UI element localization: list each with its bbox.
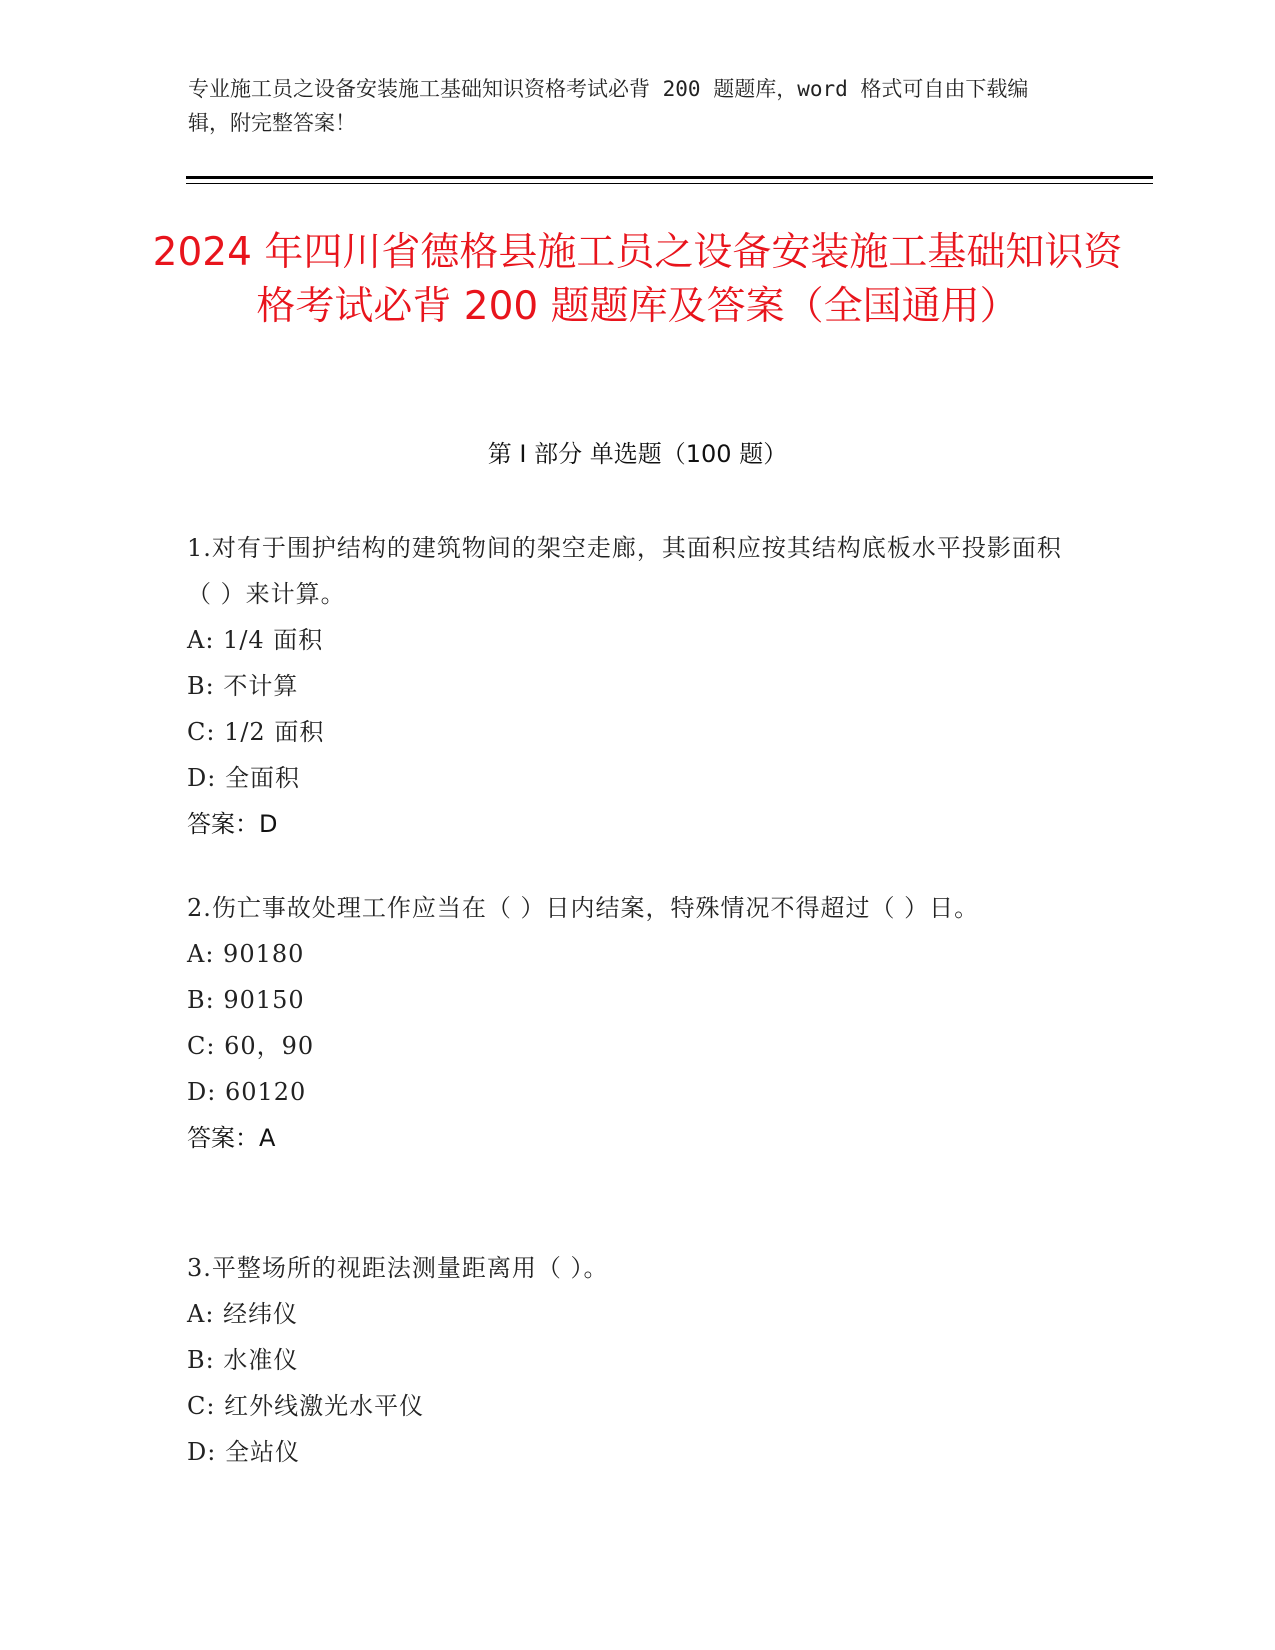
document-title: 2024 年四川省德格县施工员之设备安装施工基础知识资格考试必背 200 题题库及答案（全国通用） [152,230,1123,329]
option-d: D: 全站仪 [187,1438,300,1466]
question-stem: 1.对有于围护结构的建筑物间的架空走廊，其面积应按其结构底板水平投影面积（ ）来计算。 [187,534,1062,608]
option-c: C: 红外线激光水平仪 [187,1392,425,1420]
option-d: D: 全面积 [187,764,300,792]
option-b: B: 不计算 [187,672,299,700]
question-stem: 2.伤亡事故处理工作应当在（ ）日内结案，特殊情况不得超过（ ）日。 [187,894,980,922]
section-heading: 第 I 部分 单选题（100 题） [487,440,788,468]
question-3 [187,1245,1067,1475]
option-a: A: 90180 [187,940,305,968]
question-2 [187,885,1067,1161]
option-a: A: 1/4 面积 [187,626,324,654]
header-note: 专业施工员之设备安装施工基础知识资格考试必背 200 题题库，word 格式可自由下载编辑，附完整答案！ [188,77,1029,135]
option-b: B: 水准仪 [187,1346,299,1374]
option-d: D: 60120 [187,1078,307,1106]
option-c: C: 60，90 [187,1032,315,1060]
question-stem: 3.平整场所的视距法测量距离用（ ）。 [187,1254,609,1282]
question-1 [187,525,1067,847]
answer: 答案：D [187,810,278,838]
option-c: C: 1/2 面积 [187,718,325,746]
header-rule-thick [186,176,1153,179]
option-a: A: 经纬仪 [187,1300,299,1328]
answer: 答案：A [187,1124,276,1152]
header-rule-thin [186,183,1153,184]
option-b: B: 90150 [187,986,305,1014]
